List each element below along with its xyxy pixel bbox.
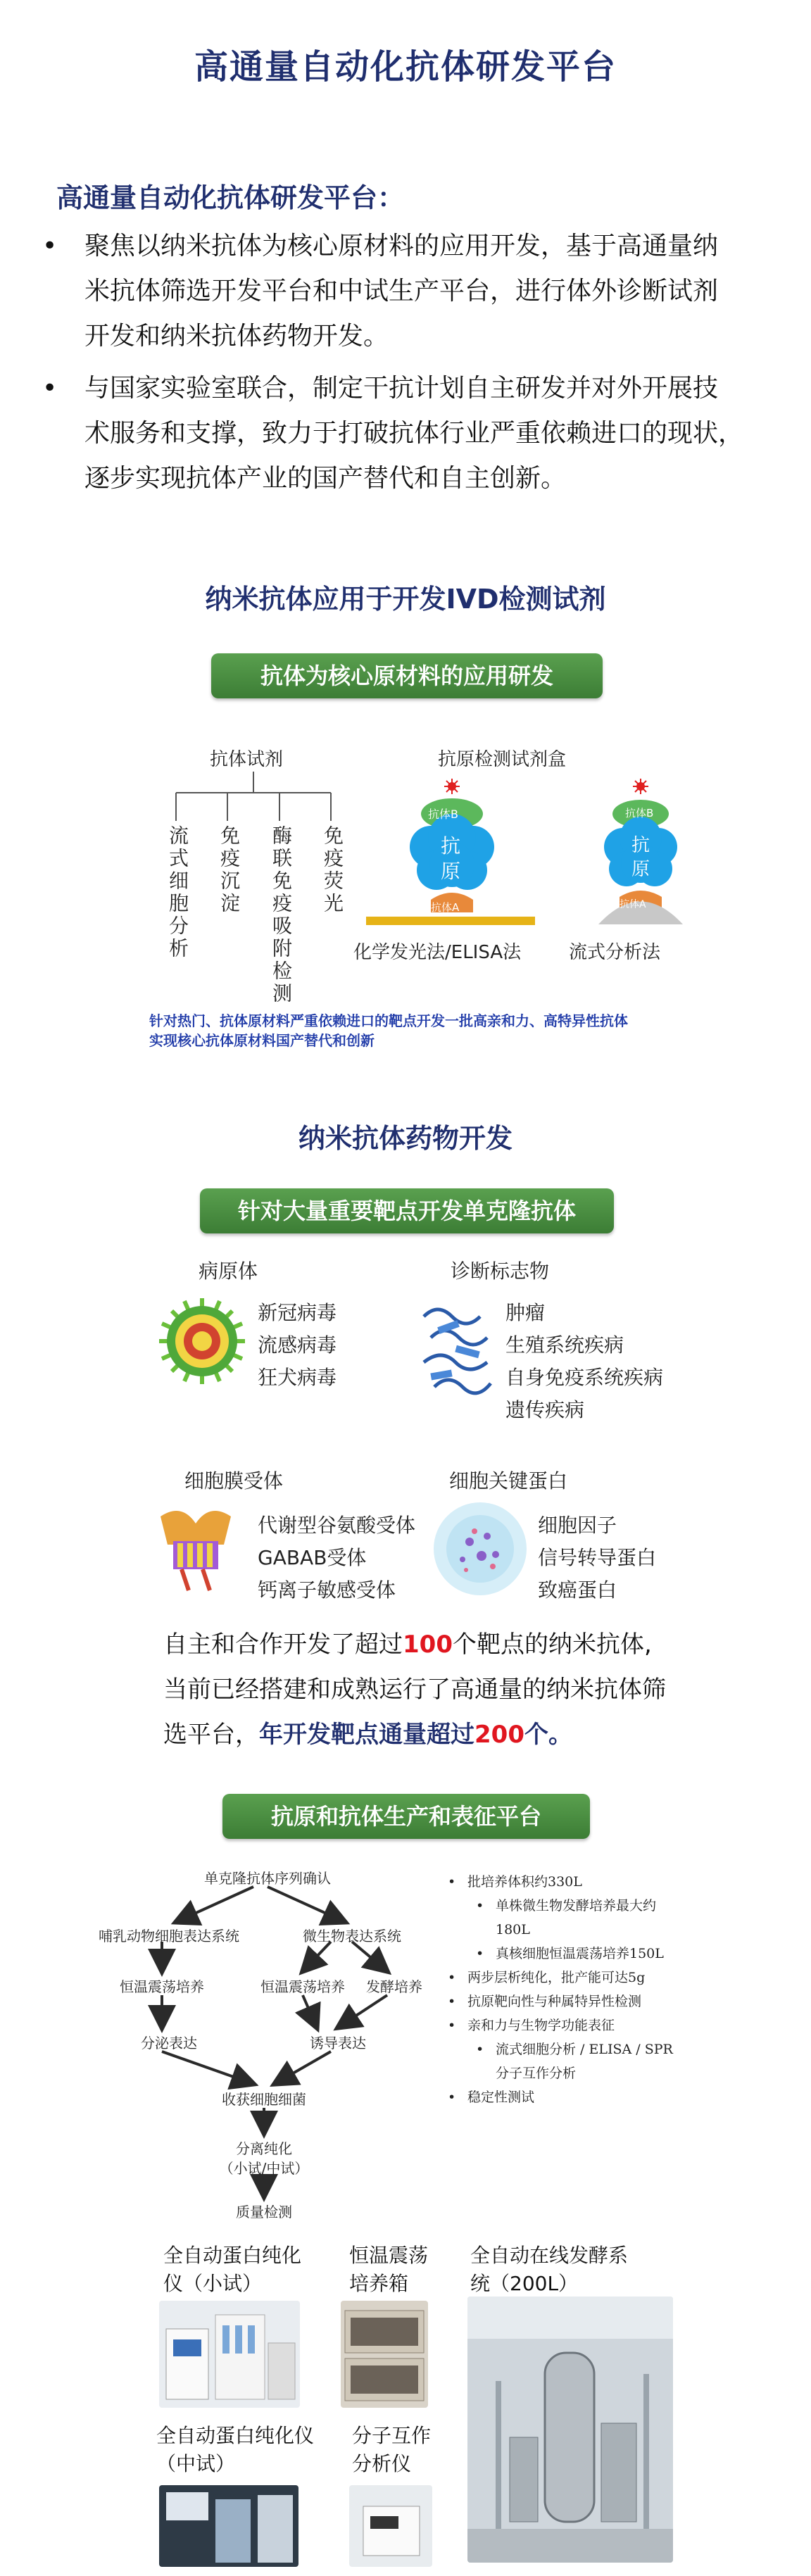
drug-banner: 针对大量重要靶点开发单克隆抗体 [200,1188,614,1233]
equipment-label-purifier-small: 全自动蛋白纯化 仪（小试） [163,2244,302,2295]
bullet-line: 米抗体筛选开发平台和中试生产平台，进行体外诊断试剂 [84,277,719,306]
flow-step-purification: 分离纯化 [236,2140,292,2157]
spec-item: • 稳定性测试 [448,2090,535,2105]
pathogen-item: 流感病毒 [258,1333,337,1357]
flow-step-fermentation: 发酵培养 [366,1978,422,1995]
ivd-section-title: 纳米抗体应用于开发IVD检测试剂 [205,584,606,615]
receptor-item: GABAB受体 [258,1546,367,1569]
bullet-line: 术服务和支撑，致力于打破抗体行业严重依赖进口的现状， [84,419,744,448]
group-items-receptors [258,1509,415,1607]
marker-item: 自身免疫系统疾病 [505,1366,664,1389]
equipment-label-interaction-analyzer: 分子互作 分析仪 [352,2424,432,2475]
ivd-banner: 抗体为核心原材料的应用研发 [211,653,603,698]
fermenter-photo [467,2297,673,2563]
antibody-b-label: 抗体B [428,808,458,821]
bullet-line: 与国家实验室联合，制定干抗计划自主研发并对外开展技 [84,374,719,403]
flow-step-harvest: 收获细胞细菌 [222,2091,306,2108]
antibody-a-label: 抗体A [620,899,646,910]
antibody-b-label: 抗体B [625,807,654,819]
intro-bullet-2 [42,366,774,501]
summary-text: 个靶点的纳米抗体,当前已经搭建和成熟运行了高通量的纳米抗体筛选平台， [163,1631,666,1749]
ivd-note-line-1: 针对热门、抗体原材料严重依赖进口的靶点开发一批高亲和力、高特异性抗体 [149,1012,628,1029]
equipment-label-fermenter: 全自动在线发酵系 统（200L） [470,2244,629,2295]
method-immunofluorescence: 免疫荧光 [321,825,344,915]
spec-item: • 抗原靶向性与种属特异性检测 [448,1994,642,2009]
method-elisa: 酶联免疫吸附检测 [270,825,293,1005]
flow-step-sequence-confirm: 单克隆抗体序列确认 [204,1870,331,1887]
group-items-pathogen [258,1297,337,1394]
drug-summary-paragraph [163,1622,670,1757]
interaction-analyzer-photo [349,2485,432,2567]
cell-icon [431,1500,529,1598]
intro-bullet-1 [42,224,774,359]
pathogen-item: 狂犬病毒 [258,1366,337,1389]
ivd-note-line-2: 实现核心抗体原材料国产替代和创新 [149,1032,375,1049]
flow-step-microbial: 微生物表达系统 [303,1928,401,1944]
intro-heading: 高通量自动化抗体研发平台： [56,182,405,213]
flow-step-shake-culture: 恒温震荡培养 [260,1978,345,1995]
production-banner: 抗原和抗体生产和表征平台 [222,1794,590,1839]
receptor-item: 钙离子敏感受体 [258,1578,396,1602]
marker-item: 生殖系统疾病 [505,1333,624,1357]
spec-item: • 批培养体积约330L [448,1874,582,1890]
group-items-markers [505,1297,663,1426]
group-items-proteins [538,1509,656,1607]
summary-highlight: 个。 [524,1721,572,1749]
protein-structure-icon [417,1295,501,1401]
bullet-line: 逐步实现抗体产业的国产替代和自主创新。 [84,464,567,493]
page-title: 高通量自动化抗体研发平台 [194,47,617,87]
production-spec-list [448,1870,786,2109]
flow-step-secretion: 分泌表达 [141,2035,197,2052]
antigen-label: 抗原 [631,835,650,880]
equipment-label-purifier-pilot: 全自动蛋白纯化仪 （中试） [156,2424,315,2475]
summary-text: 自主和合作开发了超过 [163,1631,403,1659]
group-label-pathogen: 病原体 [199,1259,258,1283]
reagent-label: 抗体试剂 [210,749,284,770]
kit-label: 抗原检测试剂盒 [438,749,567,770]
method-right-label: 流式分析法 [569,942,661,963]
reagent-tree-lines [155,772,352,828]
incubator-photo [341,2301,428,2408]
flow-step-quality: 质量检测 [236,2204,292,2220]
protein-item: 致癌蛋白 [538,1578,617,1602]
spec-item: • 两步层析纯化，批产能可达5g [448,1970,646,1985]
marker-item: 遗传疾病 [505,1398,585,1421]
drug-section-title: 纳米抗体药物开发 [298,1123,513,1154]
antibody-a-label: 抗体A [431,901,460,914]
marker-item: 肿瘤 [505,1301,546,1324]
flow-step-induction: 诱导表达 [310,2035,366,2052]
method-immunoprecipitation: 免疫沉淀 [218,825,241,915]
bullet-line: 开发和纳米抗体药物开发。 [84,322,389,351]
receptor-item: 代谢型谷氨酸受体 [258,1514,416,1537]
method-left-label: 化学发光法/ELISA法 [353,942,522,963]
antigen-label: 抗原 [440,834,460,883]
flow-step-mammalian: 哺乳动物细胞表达系统 [99,1928,239,1944]
group-label-proteins: 细胞关键蛋白 [449,1469,568,1493]
virus-icon [156,1295,248,1387]
spec-item: 分子互作分析 [496,2066,577,2081]
receptor-icon [153,1502,238,1594]
spec-item: 180L [496,1922,530,1937]
spec-item: • 真核细胞恒温震荡培养150L [476,1946,664,1961]
bullet-dot: • [42,374,58,403]
group-label-receptors: 细胞膜受体 [184,1469,284,1493]
protein-item: 信号转导蛋白 [538,1546,657,1569]
purifier-pilot-photo [159,2485,298,2567]
target-count: 100 [403,1631,453,1659]
group-label-markers: 诊断标志物 [451,1259,550,1283]
summary-highlight: 年开发靶点通量超过 [259,1721,474,1749]
equipment-label-incubator: 恒温震荡 培养箱 [349,2244,429,2295]
purifier-small-photo [159,2301,300,2408]
flow-step-shake-culture: 恒温震荡培养 [120,1978,204,1995]
method-flow-cytometry: 流式细胞分析 [166,825,189,960]
pathogen-item: 新冠病毒 [258,1301,337,1324]
spec-item: • 亲和力与生物学功能表征 [448,2018,615,2033]
bullet-dot: • [42,232,58,260]
protein-item: 细胞因子 [538,1514,617,1537]
spec-item: • 流式细胞分析 / ELISA / SPR [476,2042,673,2057]
throughput-count: 200 [474,1721,524,1749]
spec-item: • 单株微生物发酵培养最大约 [476,1898,657,1914]
flow-step-scale: （小试/中试） [219,2160,309,2177]
bullet-line: 聚焦以纳米抗体为核心原材料的应用开发，基于高通量纳 [84,232,719,260]
